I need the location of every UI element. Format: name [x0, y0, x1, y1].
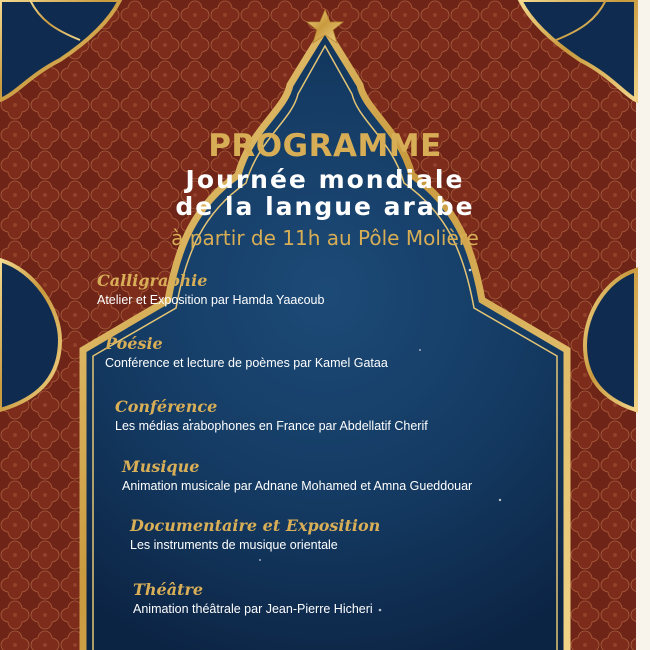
event-title-line-2: de la langue arabe: [175, 192, 475, 221]
program-item-theatre: [133, 580, 373, 618]
program-item-category: Conférence: [115, 397, 218, 416]
program-item-description: Les médias arabophones en France par Abdellatif Cherif: [115, 419, 428, 433]
time-location: à partir de 11h au Pôle Molière: [171, 226, 479, 250]
program-item-calligraphie: [97, 271, 324, 309]
program-item-poesie: [105, 334, 388, 372]
program-item-category: Calligraphie: [97, 271, 208, 290]
program-item-description: Animation théâtrale par Jean-Pierre Hicheri: [133, 602, 373, 616]
event-title-line-1: Journée mondiale: [185, 165, 465, 194]
program-item-category: Théâtre: [133, 580, 204, 599]
program-item-category: Documentaire et Exposition: [130, 516, 381, 535]
program-item-documentaire: [130, 516, 380, 554]
program-item-description: Atelier et Exposition par Hamda Yaacoub: [97, 293, 325, 307]
programme-heading: PROGRAMME: [208, 128, 442, 164]
program-item-description: Animation musicale par Adnane Mohamed et Amna Gueddouar: [122, 479, 473, 493]
program-item-category: Poésie: [105, 334, 163, 353]
program-item-description: Conférence et lecture de poèmes par Kamel Gataa: [105, 356, 388, 370]
program-item-description: Les instruments de musique orientale: [130, 538, 338, 552]
program-item-musique: [122, 457, 472, 495]
program-item-conference: [115, 397, 428, 435]
program-item-category: Musique: [122, 457, 200, 476]
